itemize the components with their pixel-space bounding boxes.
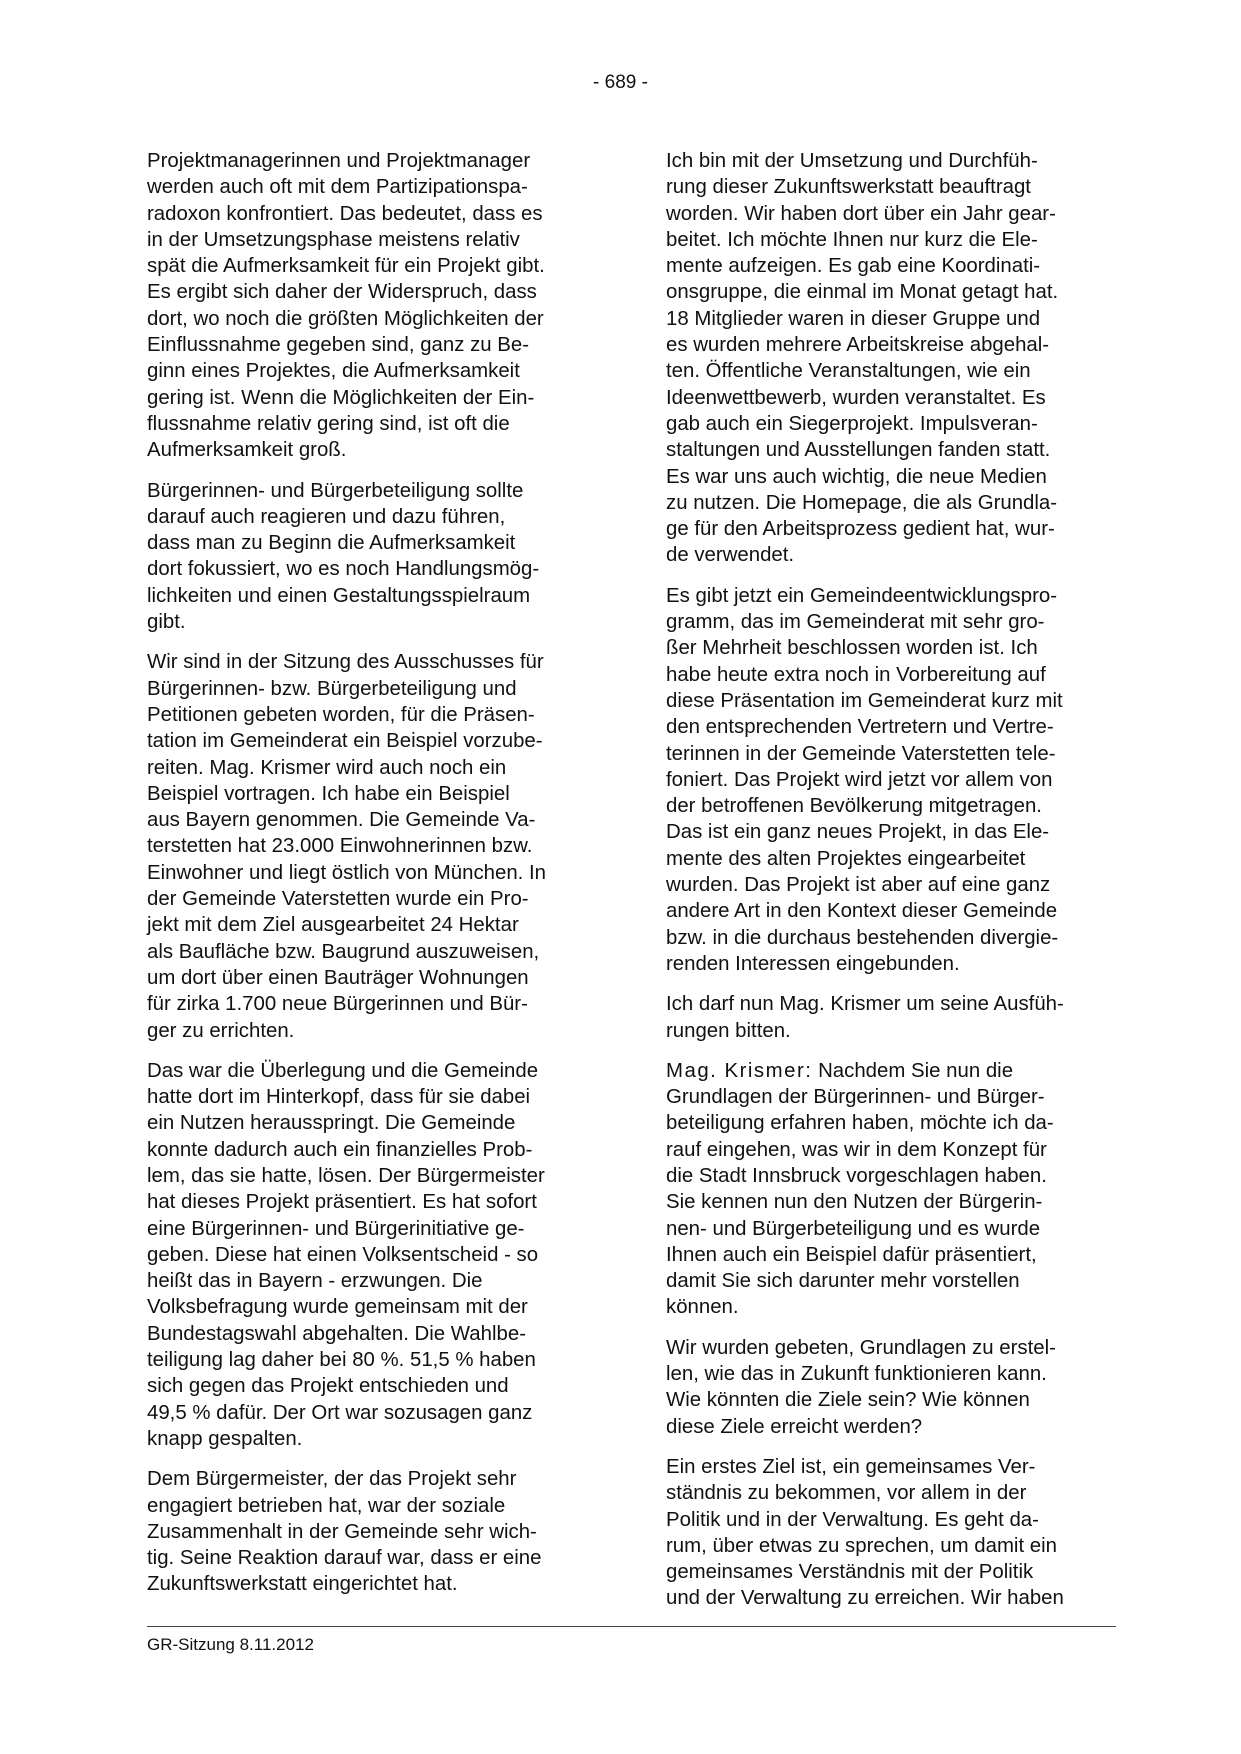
paragraph: Bürgerinnen- und Bürgerbeteiligung sollte darauf auch reagieren und dazu führen, dass man zu Beginn die Aufmerksamkeit dort fokussiert, wo es noch Handlungsmög- lichkeiten und einen Gestaltungsspielraum gibt. xyxy=(147,479,540,634)
speaker-name: Mag. Krismer: xyxy=(666,1059,813,1082)
footer-divider xyxy=(147,1626,1116,1627)
footer-session-label: GR-Sitzung 8.11.2012 xyxy=(147,1635,314,1654)
paragraph: Ich darf nun Mag. Krismer um seine Ausfüh- rungen bitten. xyxy=(666,993,1064,1042)
paragraph: Ein erstes Ziel ist, ein gemeinsames Ver- ständnis zu bekommen, vor allem in der Politik und in der Verwaltung. Es geht da- rum, über etwas zu sprechen, um damit ein gemeinsames Verständnis mit der Politik und der Verwaltung zu erreichen. Wir haben xyxy=(666,1455,1064,1610)
paragraph: Wir sind in der Sitzung des Ausschusses für Bürgerinnen- bzw. Bürgerbeteiligung und Petitionen gebeten worden, für die Präsen- tation im Gemeinderat ein Beispiel vorzube- reiten. Mag. Krismer wird auch noch ein Beispiel vortragen. Ich habe ein Beispiel aus Bayern genommen. Die Gemeinde Va- terstetten hat 23.000 Einwohnerinnen bzw. Einwohner und liegt östlich von München. In der Gemeinde Vaterstetten wurde ein Pro- jekt mit dem Ziel ausgearbeitet 24 Hektar als Baufläche bzw. Baugrund auszuweisen, um dort über einen Bauträger Wohnungen für zirka 1.700 neue Bürgerinnen und Bür- ger zu errichten. xyxy=(147,651,546,1042)
right-text-column xyxy=(666,148,1116,1626)
paragraph: Projektmanagerinnen und Projektmanager werden auch oft mit dem Partizipationspa- radoxon konfrontiert. Das bedeutet, dass es in der Umsetzungsphase meistens relativ spät die Aufmerksamkeit für ein Projekt gibt. Es ergibt sich daher der Widerspruch, dass dort, wo noch die größten Möglichkeiten der Einflussnahme gegeben sind, ganz zu Be- ginn eines Projektes, die Aufmerksamkeit gering ist. Wenn die Möglichkeiten der Ein- flussnahme relativ gering sind, ist oft die Aufmerksamkeit groß. xyxy=(147,150,545,462)
paragraph: Es gibt jetzt ein Gemeindeentwicklungspro- gramm, das im Gemeinderat mit sehr gro- ßer Mehrheit beschlossen worden ist. Ich habe heute extra noch in Vorbereitung auf diese Präsentation im Gemeinderat kurz mit den entsprechenden Vertretern und Vertre- terinnen in der Gemeinde Vaterstetten tele- foniert. Das Projekt wird jetzt vor allem von der betroffenen Bevölkerung mitgetragen. Das ist ein ganz neues Projekt, in das Ele- mente des alten Projektes eingearbeitet wurden. Das Projekt ist aber auf eine ganz andere Art in den Kontext dieser Gemeinde bzw. in die durchaus bestehenden divergie- renden Interessen eingebunden. xyxy=(666,584,1063,975)
speaker-text: Nachdem Sie nun die Grundlagen der Bürgerinnen- und Bürger- beteiligung erfahren haben, möchte ich da- rauf eingehen, was wir in dem Konzept für die Stadt Innsbruck vorgeschlagen haben. Sie kennen nun den Nutzen der Bürgerin- nen- und Bürgerbeteiligung und es wurde Ihnen auch ein Beispiel dafür präsentiert, damit Sie sich darunter mehr vorstellen können. xyxy=(666,1059,1054,1319)
paragraph: Wir wurden gebeten, Grundlagen zu erstel- len, wie das in Zukunft funktionieren kann. Wie könnten die Ziele sein? Wie können diese Ziele erreicht werden? xyxy=(666,1336,1056,1438)
page-number: - 689 - xyxy=(593,72,648,93)
paragraph: Das war die Überlegung und die Gemeinde hatte dort im Hinterkopf, dass für sie dabei ein Nutzen herausspringt. Die Gemeinde konnte dadurch auch ein finanzielles Prob- lem, das sie hatte, lösen. Der Bürgermeister hat dieses Projekt präsentiert. Es hat sofort eine Bürgerinnen- und Bürgerinitiative ge- geben. Diese hat einen Volksentscheid - so heißt das in Bayern - erzwungen. Die Volksbefragung wurde gemeinsam mit der Bundestagswahl abgehalten. Die Wahlbe- teiligung lag daher bei 80 %. 51,5 % haben sich gegen das Projekt entschieden und 49,5 % dafür. Der Ort war sozusagen ganz knapp gespalten. xyxy=(147,1059,545,1450)
left-text-column xyxy=(147,148,597,1612)
speaker-paragraph xyxy=(666,1058,1116,1321)
paragraph: Dem Bürgermeister, der das Projekt sehr engagiert betrieben hat, war der soziale Zusammenhalt in der Gemeinde sehr wich- tig. Seine Reaktion darauf war, dass er eine Zukunftswerkstatt eingerichtet hat. xyxy=(147,1468,542,1596)
paragraph: Ich bin mit der Umsetzung und Durchfüh- rung dieser Zukunftswerkstatt beauftragt worden. Wir haben dort über ein Jahr gear- beitet. Ich möchte Ihnen nur kurz die Ele- mente aufzeigen. Es gab eine Koordinati- onsgruppe, die einmal im Monat getagt hat. 18 Mitglieder waren in dieser Gruppe und es wurden mehrere Arbeitskreise abgehal- ten. Öffentliche Veranstaltungen, wie ein Ideenwettbewerb, wurden veranstaltet. Es gab auch ein Siegerprojekt. Impulsveran- staltungen und Ausstellungen fanden statt. Es war uns auch wichtig, die neue Medien zu nutzen. Die Homepage, die als Grundla- ge für den Arbeitsprozess gedient hat, wur- de verwendet. xyxy=(666,150,1059,567)
